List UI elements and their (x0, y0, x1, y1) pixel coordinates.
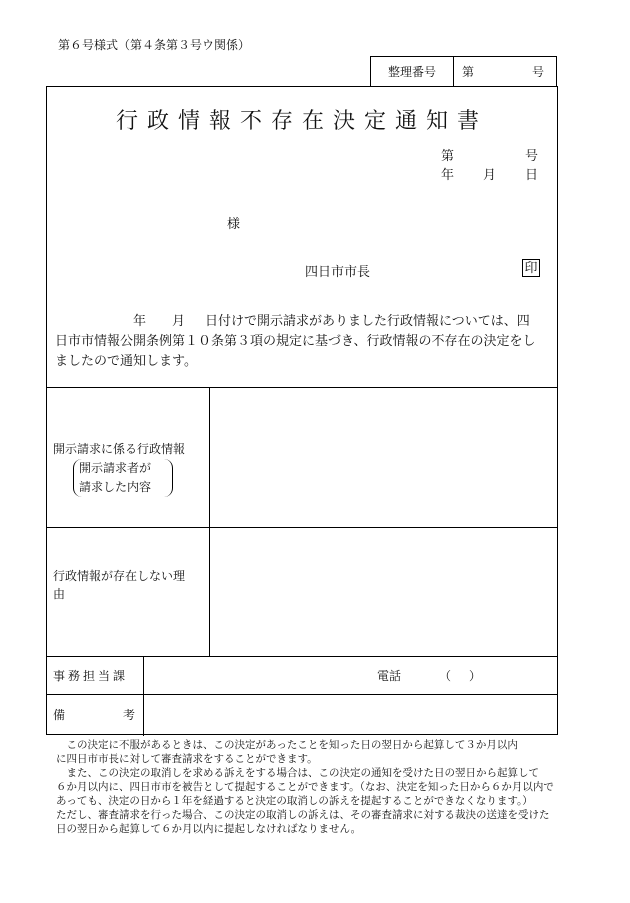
number-prefix: 第 (441, 149, 455, 164)
body-line-1-tail: 日付けで開示請求がありました行政情報については、四 (205, 314, 530, 329)
remarks-label-2: 考 (123, 708, 136, 722)
appeal-notes (56, 738, 576, 836)
remarks-label-1: 備 (53, 708, 66, 722)
department-label: 事務担当課 (53, 669, 129, 683)
reference-number-label: 整理番号 (371, 57, 454, 86)
body-line-1 (55, 312, 551, 332)
remarks-field[interactable] (144, 695, 557, 735)
requested-info-sublabel (79, 459, 151, 497)
document-title: 行政情報不存在決定通知書 (115, 109, 488, 134)
department-field[interactable] (144, 657, 557, 694)
nonexistence-reason-label (53, 567, 185, 603)
nonexistence-reason-line-2: 由 (53, 587, 66, 601)
reference-prefix: 第 (462, 65, 475, 79)
requested-info-sub-2: 請求した内容 (79, 480, 152, 494)
body-line-3: ましたので通知します。 (55, 354, 197, 369)
body-year: 年 (133, 314, 147, 329)
note-line: また、この決定の取消しを求める訴えをする場合は、この決定の通知を受けた日の翌日から起算して (56, 767, 539, 779)
date-day: 日 (525, 168, 539, 183)
form-number-label: 第６号様式（第４条第３号ウ関係） (58, 38, 251, 52)
note-line: あっても、決定の日から１年を経過すると決定の取消しの訴えを提起することができなくなります。） (56, 795, 533, 807)
date-month: 月 (483, 168, 497, 183)
note-line: ただし、審査請求を行った場合、この決定の取消しの訴えは、その審査請求に対する裁決の送達を受けた (56, 809, 550, 821)
reference-number-box (370, 56, 557, 86)
requested-info-sub-1: 開示請求者が (79, 461, 152, 475)
issuer-name: 四日市市長 (305, 265, 371, 280)
body-line-2: 日市市情報公開条例第１０条第３項の規定に基づき、行政情報の不存在の決定をし (55, 334, 536, 349)
nonexistence-reason-line-1: 行政情報が存在しない理 (53, 569, 186, 583)
requested-info-label: 開示請求に係る行政情報 (53, 442, 186, 456)
body-month: 月 (172, 314, 186, 329)
notice-body (55, 312, 551, 372)
date-year: 年 (441, 168, 455, 183)
requested-info-field[interactable] (210, 388, 557, 527)
nonexistence-reason-field[interactable] (210, 528, 557, 656)
phone-paren-open: （ (439, 669, 452, 683)
addressee-suffix: 様 (227, 217, 241, 232)
seal-mark: 印 (522, 259, 540, 277)
note-line: 日の翌日から起算して６か月以内に提起しなければなりません。 (56, 823, 362, 835)
note-line: この決定に不服があるときは、この決定があったことを知った日の翌日から起算して３か月以内 (56, 739, 518, 751)
note-line: に四日市市長に対して審査請求をすることができます。 (56, 753, 318, 765)
notice-form (46, 86, 558, 735)
phone-paren-close: ） (469, 669, 482, 683)
note-line: ６か月以内に、四日市市を被告として提起することができます。（なお、決定を知った日から６か月以内で (56, 781, 554, 793)
number-suffix: 号 (525, 149, 539, 164)
phone-label: 電話 (377, 669, 402, 683)
reference-number-field[interactable] (454, 57, 556, 86)
reference-suffix: 号 (531, 65, 544, 79)
